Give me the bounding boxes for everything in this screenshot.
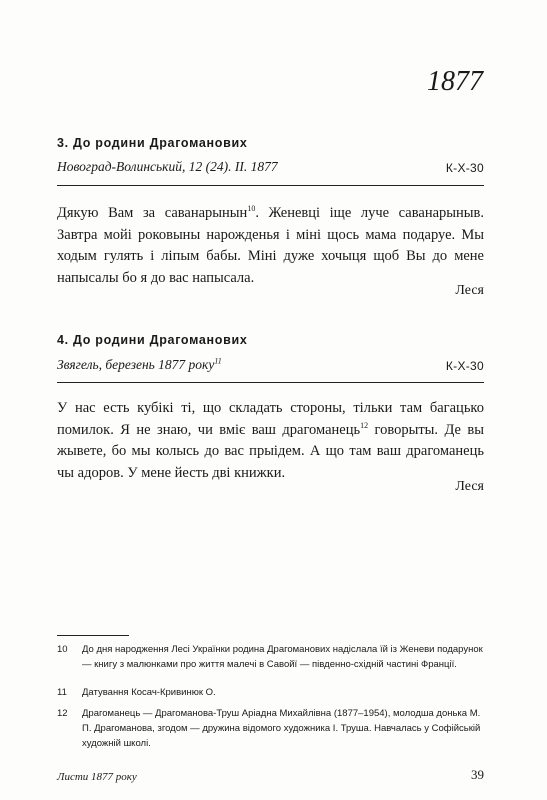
running-title: Листи 1877 року <box>57 771 137 783</box>
letter-4-place-date: Звягель, березень 1877 року$^{11}$ <box>57 356 222 372</box>
letter-3-rule <box>57 185 484 186</box>
letter-3-body: Дякую Вам за саванарынын$^{10}$. Женевці іще луче саванарыныв. Завтра мойі роковыны нарожденья і міні щось мама подаруе. Мы ходым гулять і ліпым бабы. Міні дуже хочыця щоб Вы до мене напысалы бо я до вас напысала. <box>57 204 484 286</box>
letter-4-body: У нас есть кубікі ті, що складать стороны, тільки там багацько помилок. Я не знаю, чи вміє ваш драгоманець$^{12}$ говорыты. Де вы жывете, бо мы колысь до вас прыідем. А що там ваш драгоманець чы адоров. У мене йесть дві книжки. <box>57 400 484 481</box>
footnote-10: 10 До дня народження Лесі Українки родина Драгоманових надіслала їй із Женеви подарунок — книгу з малюнками про життя малечі в Савойї — південно-східній частині Франції. <box>57 644 483 670</box>
letter-4-rule <box>57 382 484 383</box>
letter-4-archive-ref: К-Х-30 <box>445 359 484 373</box>
letter-3-signature: Леся <box>455 283 484 298</box>
footnote-rule <box>57 635 129 636</box>
letter-3-title: 3. До родини Драгоманових <box>57 136 248 150</box>
letter-3-place-date: Новоград-Волинський, 12 (24). ІІ. 1877 <box>57 159 278 174</box>
letter-4-title: 4. До родини Драгоманових <box>57 333 248 347</box>
footnote-11: 11 Датування Косач-Кривинюк О. <box>57 687 216 698</box>
letter-3-meta <box>57 159 484 175</box>
footnote-12: 12 Драгоманець — Драгоманова-Труш Аріадна Михайлівна (1877–1954), молодша донька М. П. Драгоманова, згодом — дружина відомого художника І. Труша. Навчалась у Софійській художній школі. <box>57 708 481 749</box>
year-heading: 1877 <box>427 66 483 97</box>
letter-3-archive-ref: К-Х-30 <box>445 161 484 175</box>
page-number: 39 <box>471 767 484 782</box>
letter-4-meta <box>57 357 484 373</box>
letter-4-signature: Леся <box>455 479 484 494</box>
